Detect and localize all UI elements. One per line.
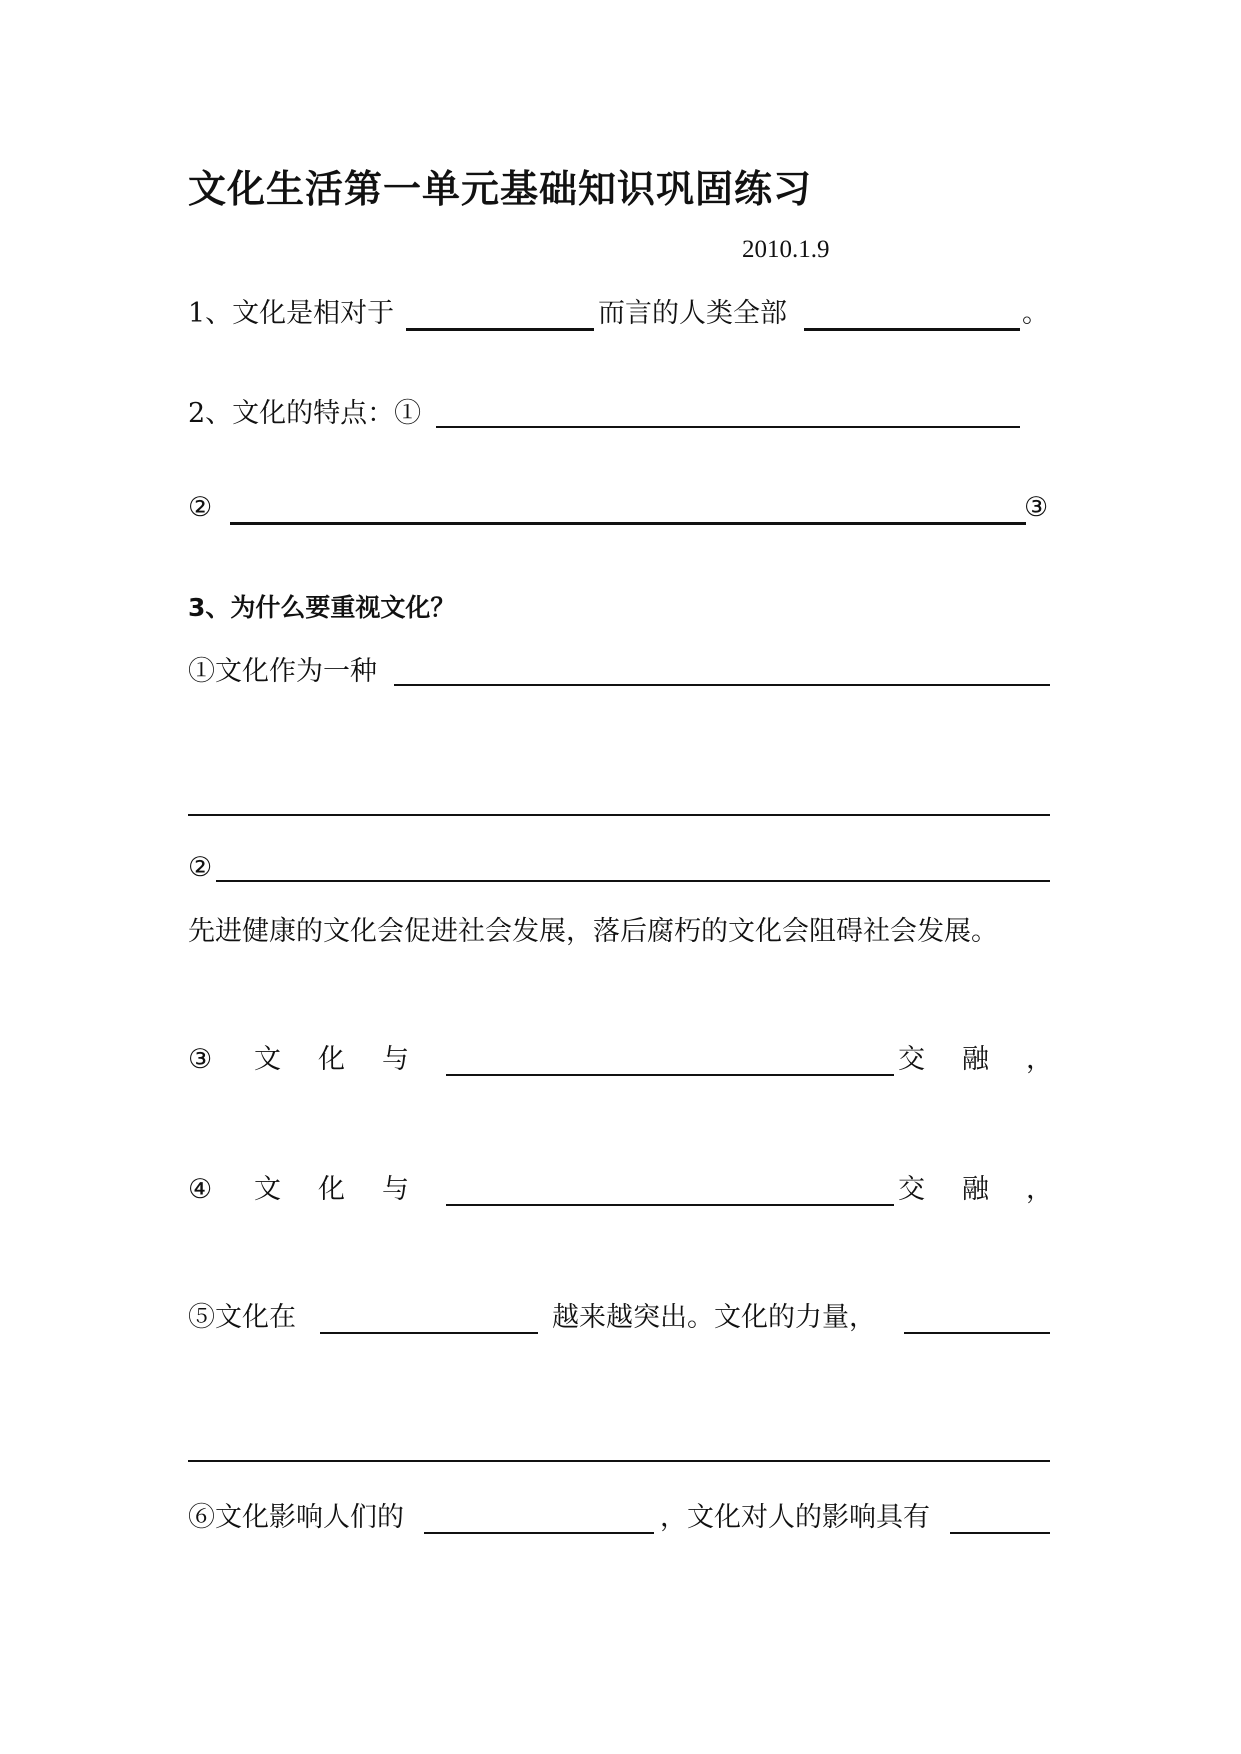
q1-blank-2[interactable] xyxy=(804,328,1020,331)
q3-item3-comma: ， xyxy=(1026,1044,1053,1075)
q3-item4-char: 交 xyxy=(898,1174,925,1205)
q3-item4-char: 化 xyxy=(318,1174,345,1205)
q3-item3-mark: ③ xyxy=(188,1044,213,1075)
q1-end: 。 xyxy=(1022,298,1049,329)
q3-item1-text: ①文化作为一种 xyxy=(188,656,377,687)
q3-item3-blank[interactable] xyxy=(446,1074,894,1076)
q2-mark-3: ③ xyxy=(1024,492,1049,523)
q3-item5-blank-continued[interactable] xyxy=(188,1460,1050,1462)
q1-text-2: 而言的人类全部 xyxy=(598,298,787,329)
q3-item6-text-1: ⑥文化影响人们的 xyxy=(188,1502,404,1533)
q3-item3-char: 与 xyxy=(382,1044,409,1075)
q3-item5-text-1: ⑤文化在 xyxy=(188,1302,296,1333)
q2-label: 2、文化的特点：① xyxy=(188,398,422,429)
q3-item4-mark: ④ xyxy=(188,1174,213,1205)
q3-item6-blank-2[interactable] xyxy=(950,1532,1050,1534)
q3-item3-char: 文 xyxy=(254,1044,281,1075)
q2-blank-2[interactable] xyxy=(230,522,1026,525)
q3-item4-char: 与 xyxy=(382,1174,409,1205)
q3-statement: 先进健康的文化会促进社会发展，落后腐朽的文化会阻碍社会发展。 xyxy=(188,916,998,947)
q3-item3-char: 融 xyxy=(962,1044,989,1075)
page-title: 文化生活第一单元基础知识巩固练习 xyxy=(188,167,813,211)
q3-item5-blank-1[interactable] xyxy=(320,1332,538,1334)
q3-item5-blank-2[interactable] xyxy=(904,1332,1050,1334)
q3-item3-char: 化 xyxy=(318,1044,345,1075)
q3-heading: 3、为什么要重视文化？ xyxy=(188,593,456,622)
q2-blank-1[interactable] xyxy=(436,426,1020,428)
date-label: 2010.1.9 xyxy=(742,236,830,263)
q2-mark-2: ② xyxy=(188,492,213,523)
q3-item4-comma: ， xyxy=(1026,1174,1053,1205)
q3-item6-blank-1[interactable] xyxy=(424,1532,654,1534)
q1-text-1: 1、文化是相对于 xyxy=(188,298,395,329)
q1-blank-1[interactable] xyxy=(406,328,594,331)
q3-item4-char: 文 xyxy=(254,1174,281,1205)
q3-item4-char: 融 xyxy=(962,1174,989,1205)
q3-item4-blank[interactable] xyxy=(446,1204,894,1206)
q3-item3-char: 交 xyxy=(898,1044,925,1075)
q3-item6-text-2: ，文化对人的影响具有 xyxy=(660,1502,930,1533)
q3-item1-blank[interactable] xyxy=(394,684,1050,686)
q3-item2-mark: ② xyxy=(188,852,213,883)
q3-item5-text-2: 越来越突出。文化的力量， xyxy=(552,1302,876,1333)
q3-item1-blank-continued[interactable] xyxy=(188,814,1050,816)
q3-item2-blank[interactable] xyxy=(216,880,1050,882)
